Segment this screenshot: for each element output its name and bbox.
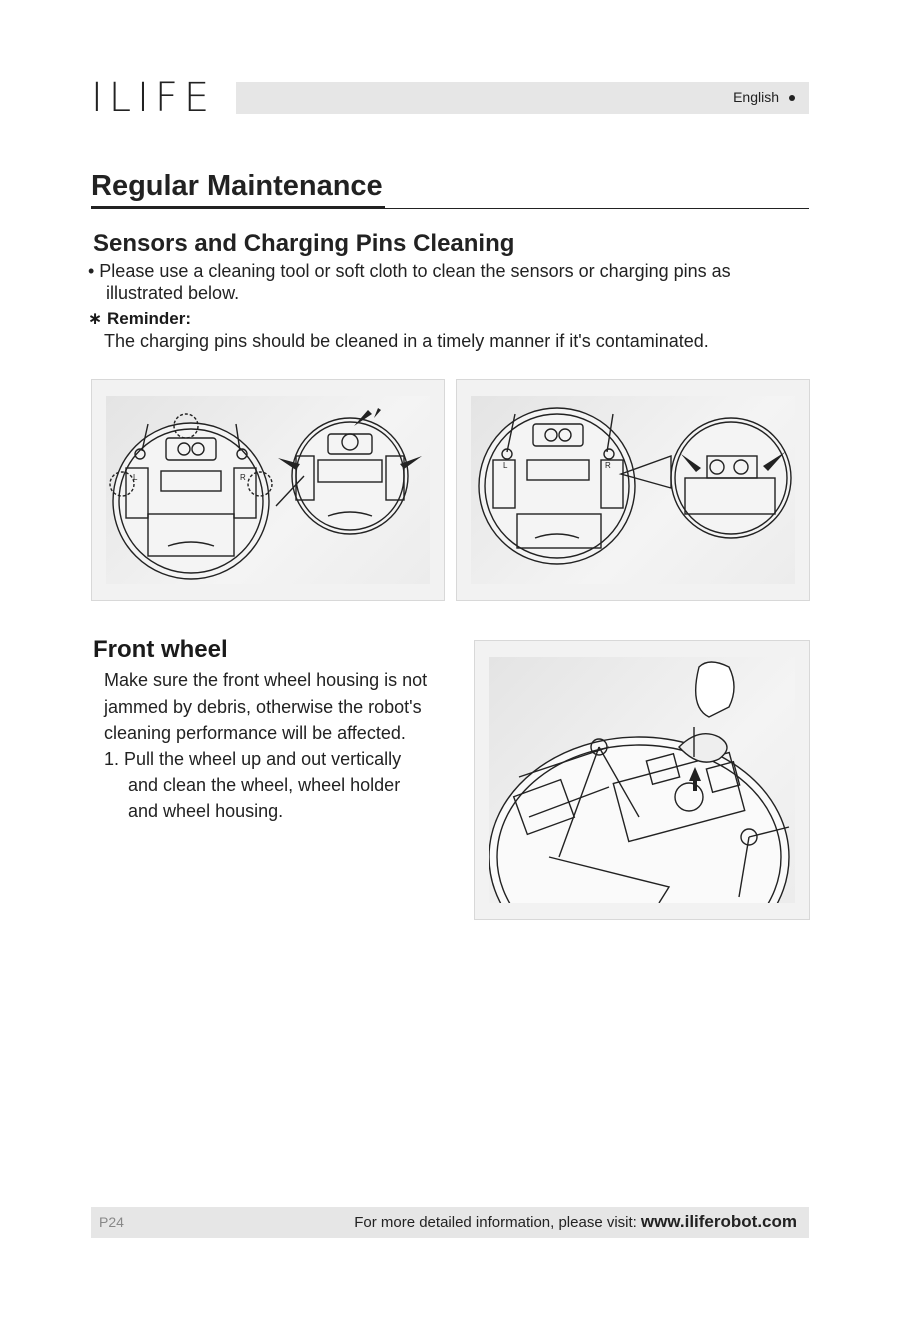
sensors-bullet-line2: illustrated below. xyxy=(106,283,240,303)
charging-pins-figure xyxy=(456,379,810,601)
charging-pins-figure-inner xyxy=(471,396,795,584)
front-wheel-title: Front wheel xyxy=(93,636,228,663)
reminder-text: The charging pins should be cleaned in a timely manner if it's contaminated. xyxy=(104,331,709,351)
front-wheel-figure-inner xyxy=(489,657,795,903)
front-wheel-line2: jammed by debris, otherwise the robot's xyxy=(104,697,422,717)
sensors-bullet-line1: • Please use a cleaning tool or soft cloth to clean the sensors or charging pins as xyxy=(88,261,731,281)
title-rule xyxy=(91,208,809,209)
reminder-label: ∗ Reminder: xyxy=(88,309,192,328)
wheel-label-left: L xyxy=(133,473,138,482)
ilife-logo: ILIFE xyxy=(91,75,216,121)
language-indicator xyxy=(733,89,795,105)
front-wheel-illustration xyxy=(489,657,795,903)
sensors-illustration xyxy=(106,396,430,584)
pins-label-left: L xyxy=(503,461,508,470)
front-wheel-line3: cleaning performance will be affected. xyxy=(104,723,406,743)
pins-label-right: R xyxy=(605,461,611,470)
footer-bar xyxy=(91,1207,809,1238)
sensors-figure-inner xyxy=(106,396,430,584)
front-wheel-step1: 1. Pull the wheel up and out vertically xyxy=(104,749,402,769)
section-title: Regular Maintenance xyxy=(91,170,383,202)
page-number: P24 xyxy=(99,1214,124,1230)
sensors-figure xyxy=(91,379,445,601)
footer-note xyxy=(354,1212,797,1232)
language-label: English xyxy=(733,89,779,105)
sensors-title: Sensors and Charging Pins Cleaning xyxy=(93,230,515,257)
header-bar xyxy=(236,82,809,114)
footer-url-link[interactable]: www.iliferobot.com xyxy=(640,1212,797,1231)
language-dot-icon xyxy=(789,95,795,101)
front-wheel-figure xyxy=(474,640,810,920)
footer-note-text: For more detailed information, please visit: xyxy=(354,1214,637,1231)
front-wheel-line1: Make sure the front wheel housing is not xyxy=(104,670,428,690)
front-wheel-step1-cont1: and clean the wheel, wheel holder xyxy=(128,775,401,795)
wheel-label-right: R xyxy=(240,473,246,482)
front-wheel-step1-cont2: and wheel housing. xyxy=(128,801,284,821)
charging-pins-illustration xyxy=(471,396,795,584)
